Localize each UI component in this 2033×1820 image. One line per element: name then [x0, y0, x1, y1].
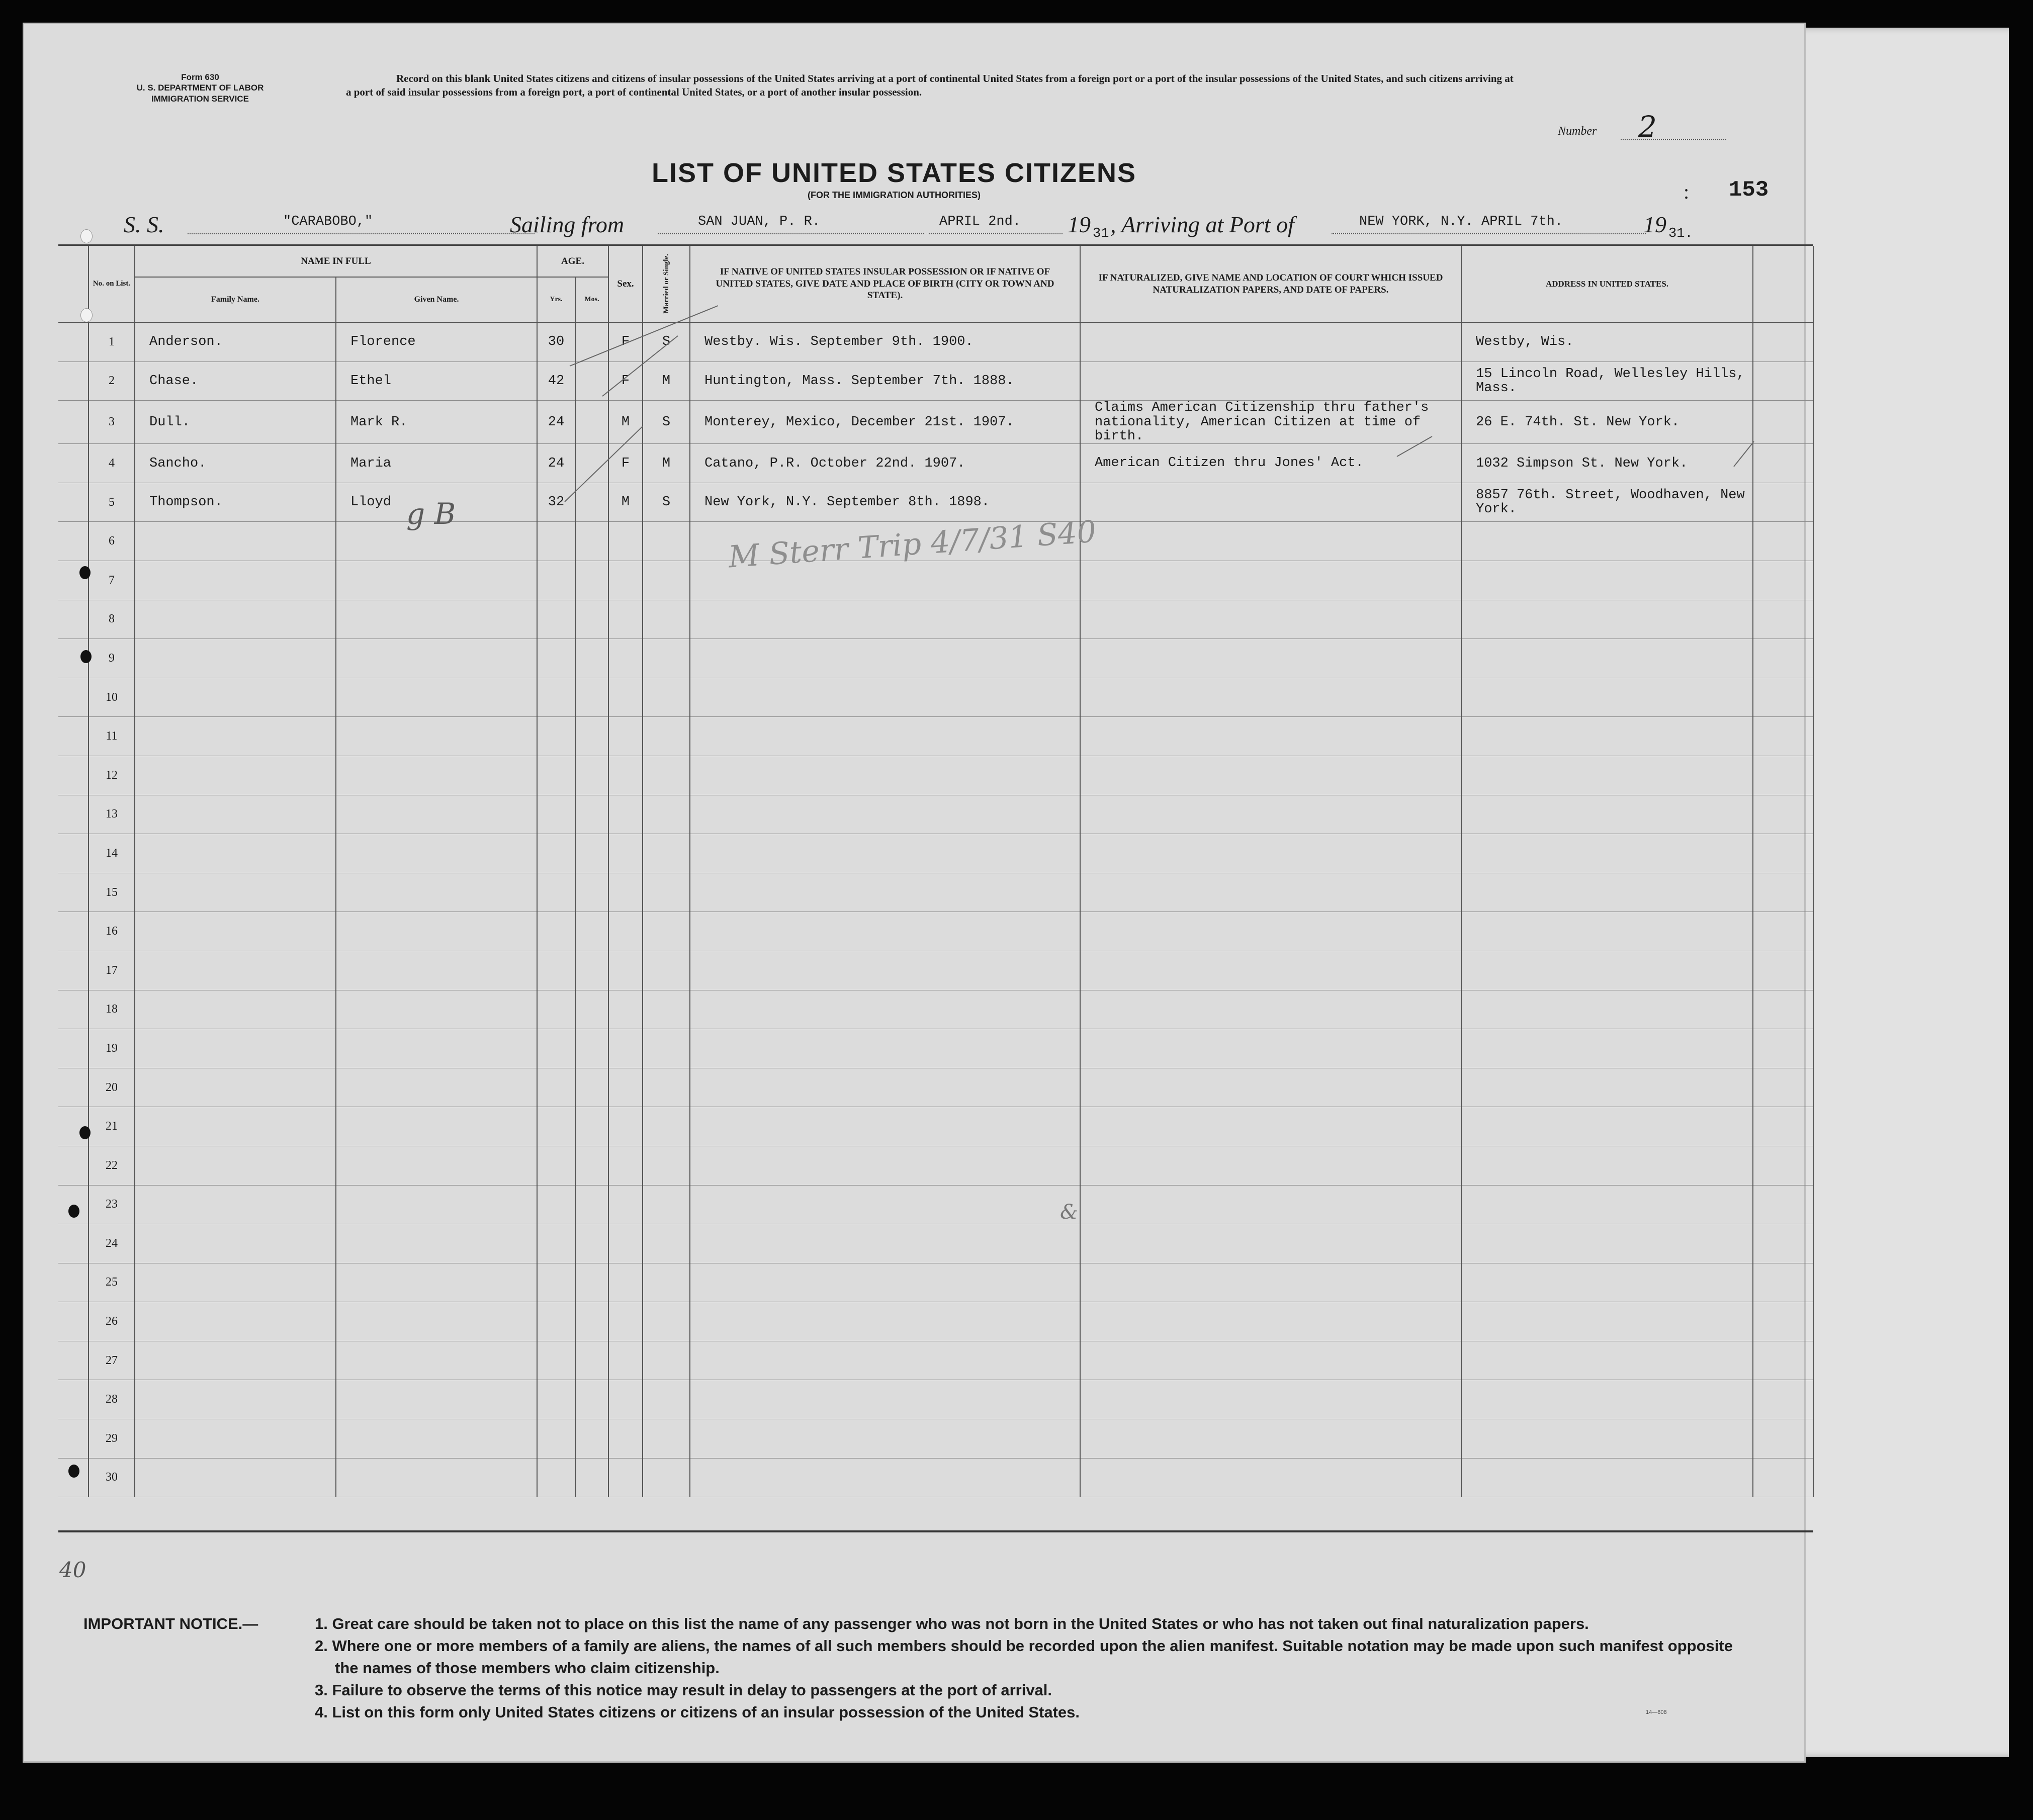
check-stroke-2 [602, 336, 678, 396]
cell-birth: Monterey, Mexico, December 21st. 1907. [690, 401, 1080, 444]
cell-no: 27 [89, 1341, 135, 1380]
family-name-header: Family Name. [135, 277, 336, 322]
notice-list [315, 1613, 1753, 1723]
ss-label: S. S. [124, 212, 164, 237]
cell-family: Dull. [135, 401, 336, 444]
check-marks-overlay [24, 24, 1804, 1761]
cell-no: 8 [89, 600, 135, 639]
cell-given: Mark R. [336, 401, 537, 444]
married-single-header-text: Married or Single. [662, 254, 670, 314]
sailing-label: Sailing from [510, 212, 625, 237]
cell-no: 25 [89, 1263, 135, 1302]
cell-sex: M [608, 401, 643, 444]
cell-birth: Catano, P.R. October 22nd. 1907. [690, 444, 1080, 483]
cell-no: 20 [89, 1068, 135, 1107]
check-stroke-4 [1397, 436, 1432, 457]
handwritten-initials: g B [406, 497, 456, 531]
cell-no: 4 [89, 444, 135, 483]
cell-sex: M [608, 483, 643, 522]
cell-no: 26 [89, 1302, 135, 1341]
handwritten-annotation: M Sterr Trip 4/7/31 S40 [727, 514, 1098, 575]
address-header: ADDRESS IN UNITED STATES. [1461, 246, 1753, 322]
check-stroke-1 [570, 306, 718, 366]
cell-no: 1 [89, 322, 135, 361]
ship-name: "CARABOBO," [283, 214, 373, 229]
arrival-year: 31. [1668, 226, 1693, 241]
cell-no: 15 [89, 873, 135, 912]
cell-addr: 8857 76th. Street, Woodhaven, New York. [1461, 483, 1753, 522]
cell-yrs: 42 [537, 361, 575, 401]
cell-no: 13 [89, 795, 135, 834]
form-number: Form 630 [181, 72, 219, 82]
form-instructions: Record on this blank United States citizens and citizens of insular possessions of the United States arriving at a port of continental United States from a foreign port or a port of the insular possessions of the United States, and such citizens arriving at a port of said insular possessions from a foreign port, a port of continental United States, or a port of another insular possession. [346, 72, 1514, 99]
cell-sex: F [608, 322, 643, 361]
sailing-date: APRIL 2nd. [939, 214, 1021, 229]
page-title: LIST OF UNITED STATES CITIZENS [652, 158, 1136, 188]
cell-no: 11 [89, 717, 135, 756]
notice-heading: IMPORTANT NOTICE.— [83, 1615, 258, 1632]
sailing-year-prefix: 19 [1068, 212, 1091, 237]
check-stroke-5 [1734, 441, 1754, 467]
cell-no: 2 [89, 361, 135, 401]
cell-no: 6 [89, 522, 135, 561]
cell-no: 30 [89, 1458, 135, 1497]
cell-nat: Claims American Citizenship thru father's nationality, American Citizen at time of birth. [1080, 401, 1461, 444]
cell-given: Lloyd [336, 483, 537, 522]
handwritten-corner-mark: 40 [59, 1558, 86, 1582]
cell-no: 10 [89, 678, 135, 717]
cell-no: 12 [89, 756, 135, 795]
cell-no: 23 [89, 1185, 135, 1224]
sailing-port: SAN JUAN, P. R. [698, 214, 821, 229]
punch-hole [80, 308, 93, 322]
service-name: IMMIGRATION SERVICE [151, 94, 249, 104]
birth-header: IF NATIVE OF UNITED STATES INSULAR POSSESSION OR IF NATIVE OF UNITED STATES, GIVE DATE AND PLACE OF BIRTH (CITY OR TOWN AND STATE). [690, 246, 1080, 322]
cell-birth: Huntington, Mass. September 7th. 1888. [690, 361, 1080, 401]
punch-hole [79, 1126, 91, 1139]
cell-addr: 15 Lincoln Road, Wellesley Hills, Mass. [1461, 361, 1753, 401]
punch-hole [68, 1465, 79, 1478]
cell-no: 21 [89, 1107, 135, 1146]
list-number-header: No. on List. [89, 246, 135, 322]
page-number: 153 [1729, 177, 1769, 203]
form-code: 14—608 [1646, 1709, 1667, 1715]
cell-no: 24 [89, 1224, 135, 1263]
cell-sex: F [608, 361, 643, 401]
months-header: Mos. [575, 277, 608, 322]
cell-no: 29 [89, 1419, 135, 1459]
cell-ms: S [643, 322, 690, 361]
cell-no: 5 [89, 483, 135, 522]
page-subtitle: (FOR THE IMMIGRATION AUTHORITIES) [808, 190, 981, 200]
cell-no: 14 [89, 834, 135, 873]
cell-sex: F [608, 444, 643, 483]
department-name: U. S. DEPARTMENT OF LABOR [136, 83, 264, 93]
cell-ms: M [643, 361, 690, 401]
arrival-port: NEW YORK, N.Y. APRIL 7th. [1359, 214, 1563, 229]
page-mark: : [1684, 180, 1690, 203]
punch-hole [79, 566, 91, 579]
manifest-page [24, 24, 1804, 1761]
cell-given: Maria [336, 444, 537, 483]
notice-item-4: 4. List on this form only United States citizens or citizens of an insular possession of the United States. [315, 1703, 1080, 1721]
cell-given: Ethel [336, 361, 537, 401]
arriving-label: , Arriving at Port of [1110, 212, 1294, 237]
cell-no: 17 [89, 951, 135, 990]
cell-birth: New York, N.Y. September 8th. 1898. [690, 483, 1080, 522]
cell-family: Anderson. [135, 322, 336, 361]
cell-addr: 26 E. 74th. St. New York. [1461, 401, 1753, 444]
cell-no: 28 [89, 1380, 135, 1419]
punch-hole [80, 650, 92, 663]
cell-ms: S [643, 483, 690, 522]
cell-no: 3 [89, 401, 135, 444]
naturalization-header: IF NATURALIZED, GIVE NAME AND LOCATION OF COURT WHICH ISSUED NATURALIZATION PAPERS, AND DATE OF PAPERS. [1080, 246, 1461, 322]
name-in-full-header: NAME IN FULL [135, 246, 537, 277]
cell-addr: 1032 Simpson St. New York. [1461, 444, 1753, 483]
cell-no: 16 [89, 912, 135, 951]
cell-birth: Westby. Wis. September 9th. 1900. [690, 322, 1080, 361]
sex-header: Sex. [608, 246, 643, 322]
cell-yrs: 24 [537, 444, 575, 483]
sailing-year: 31 [1093, 226, 1109, 241]
check-stroke-3 [565, 426, 643, 502]
cell-no: 22 [89, 1146, 135, 1185]
handwritten-mark: & [1060, 1201, 1078, 1224]
cell-ms: S [643, 401, 690, 444]
cell-family: Sancho. [135, 444, 336, 483]
cell-addr: Westby, Wis. [1461, 322, 1753, 361]
cell-nat: American Citizen thru Jones' Act. [1080, 444, 1461, 483]
cell-yrs: 24 [537, 401, 575, 444]
cell-no: 18 [89, 990, 135, 1029]
cell-no: 9 [89, 639, 135, 678]
list-number-label: Number [1558, 125, 1597, 138]
list-number-value: 2 [1638, 110, 1657, 144]
notice-item-3: 3. Failure to observe the terms of this notice may result in delay to passengers at the port of arrival. [315, 1681, 1052, 1699]
cell-no: 7 [89, 561, 135, 600]
cell-no: 19 [89, 1029, 135, 1068]
notice-item-1: 1. Great care should be taken not to place on this list the name of any passenger who was not born in the United States or who has not taken out final naturalization papers. [315, 1615, 1589, 1632]
given-name-header: Given Name. [336, 277, 537, 322]
cell-yrs: 30 [537, 322, 575, 361]
cell-given: Florence [336, 322, 537, 361]
cell-ms: M [643, 444, 690, 483]
years-header: Yrs. [537, 277, 575, 322]
cell-yrs: 32 [537, 483, 575, 522]
arrival-year-prefix: 19 [1643, 212, 1666, 237]
cell-family: Chase. [135, 361, 336, 401]
age-header: AGE. [537, 246, 608, 277]
punch-hole [80, 229, 93, 243]
cell-family: Thompson. [135, 483, 336, 522]
notice-item-2: 2. Where one or more members of a family are aliens, the names of all such members should be recorded upon the alien manifest. Suitable notation may be made upon such manifest opposite the names of those members who claim citizenship. [315, 1637, 1733, 1677]
punch-hole [68, 1205, 79, 1218]
